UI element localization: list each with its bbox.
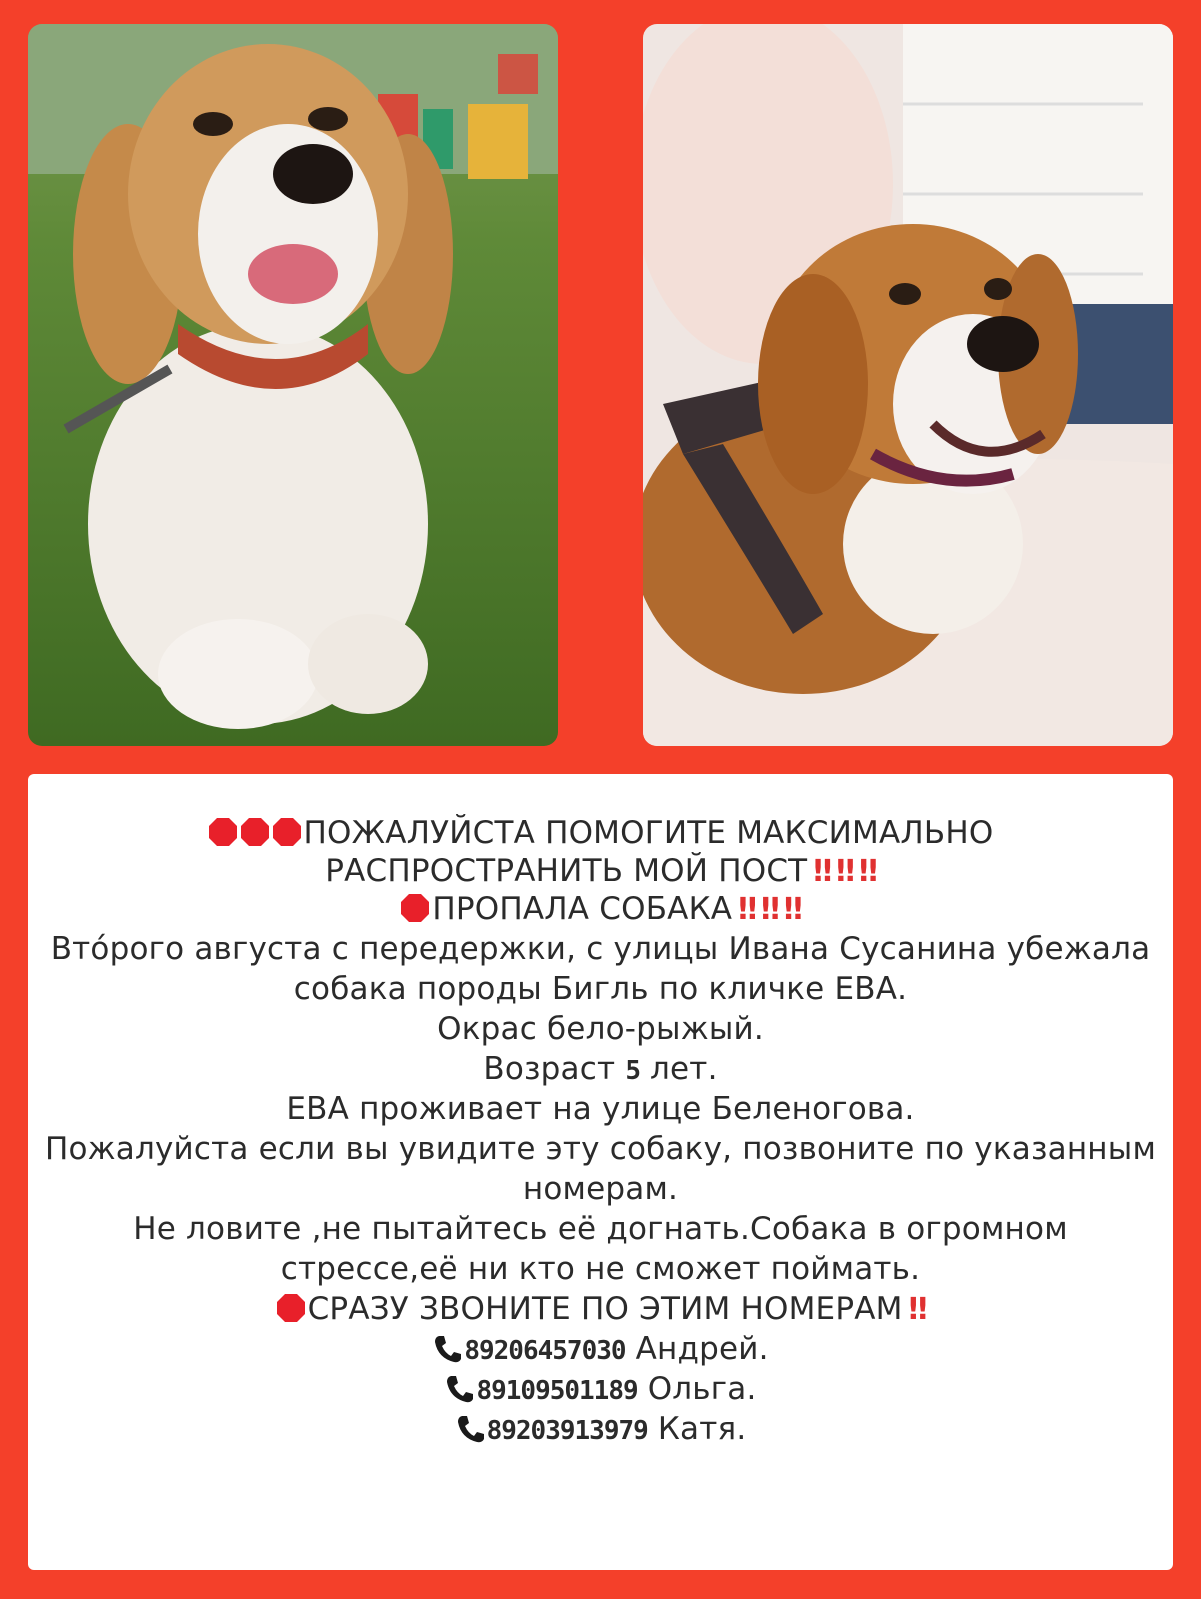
stop-sign-icon <box>272 817 302 847</box>
contact-row <box>28 1370 1173 1410</box>
contact-number[interactable]: 89203913979 <box>486 1416 648 1446</box>
body-line-2: собака породы Бигль по кличке ЕВА. <box>293 971 908 1007</box>
body-line-6: Пожалуйста если вы увидите эту собаку, позвоните по указанным <box>44 1131 1157 1167</box>
double-exclamation-icon: ‼ <box>858 854 876 889</box>
body-line-8: Не ловите ,не пытайтесь её догнать.Собака в огромном <box>133 1211 1068 1247</box>
header-text-1: ПОЖАЛУЙСТА ПОМОГИТЕ МАКСИМАЛЬНО <box>303 815 994 851</box>
call-now-line <box>28 1290 1173 1329</box>
double-exclamation-icon: ‼ <box>908 1292 926 1327</box>
contact-row <box>28 1330 1173 1370</box>
contact-name: Ольга. <box>637 1371 757 1407</box>
phone-icon <box>455 1413 487 1445</box>
contact-number[interactable]: 89206457030 <box>464 1336 626 1366</box>
body-line-7: номерам. <box>522 1171 679 1207</box>
phone-icon <box>432 1333 464 1365</box>
call-now-text: СРАЗУ ЗВОНИТЕ ПО ЭТИМ НОМЕРАМ <box>307 1291 903 1327</box>
header-line-1 <box>28 814 1173 852</box>
double-exclamation-icon: ‼ <box>783 892 801 927</box>
contact-name: Андрей. <box>625 1331 769 1367</box>
header-line-2 <box>28 852 1173 891</box>
phone-icon <box>444 1373 476 1405</box>
body-line-3: Окрас бело-рыжый. <box>437 1011 764 1047</box>
announcement-panel <box>28 774 1173 1570</box>
stop-sign-icon <box>240 817 270 847</box>
contact-name: Катя. <box>647 1411 747 1447</box>
age-value: 5 <box>625 1056 640 1086</box>
stop-sign-icon <box>400 893 430 923</box>
body-line-5: ЕВА проживает на улице Беленогова. <box>286 1091 915 1127</box>
dog-photo-lying <box>643 24 1173 746</box>
double-exclamation-icon: ‼ <box>813 854 831 889</box>
double-exclamation-icon: ‼ <box>836 854 853 889</box>
stop-sign-icon <box>276 1293 306 1323</box>
age-label: Возраст <box>483 1051 626 1087</box>
header-text-3: ПРОПАЛА СОБАКА <box>432 891 733 927</box>
body-line-9: стрессе,её ни кто не сможет поймать. <box>280 1251 921 1287</box>
header-line-3 <box>28 890 1173 929</box>
double-exclamation-icon: ‼ <box>761 892 778 927</box>
dog-photo-sitting <box>28 24 558 746</box>
body-line-4 <box>28 1050 1173 1090</box>
body-line-1: Вто́рого августа с передержки, с улицы Ивана Сусанина убежала <box>50 931 1151 967</box>
contact-row <box>28 1410 1173 1450</box>
double-exclamation-icon: ‼ <box>738 892 755 927</box>
age-unit: лет. <box>639 1051 718 1087</box>
contact-number[interactable]: 89109501189 <box>476 1376 638 1406</box>
stop-sign-icon <box>208 817 238 847</box>
header-text-2: РАСПРОСТРАНИТЬ МОЙ ПОСТ <box>325 853 808 889</box>
